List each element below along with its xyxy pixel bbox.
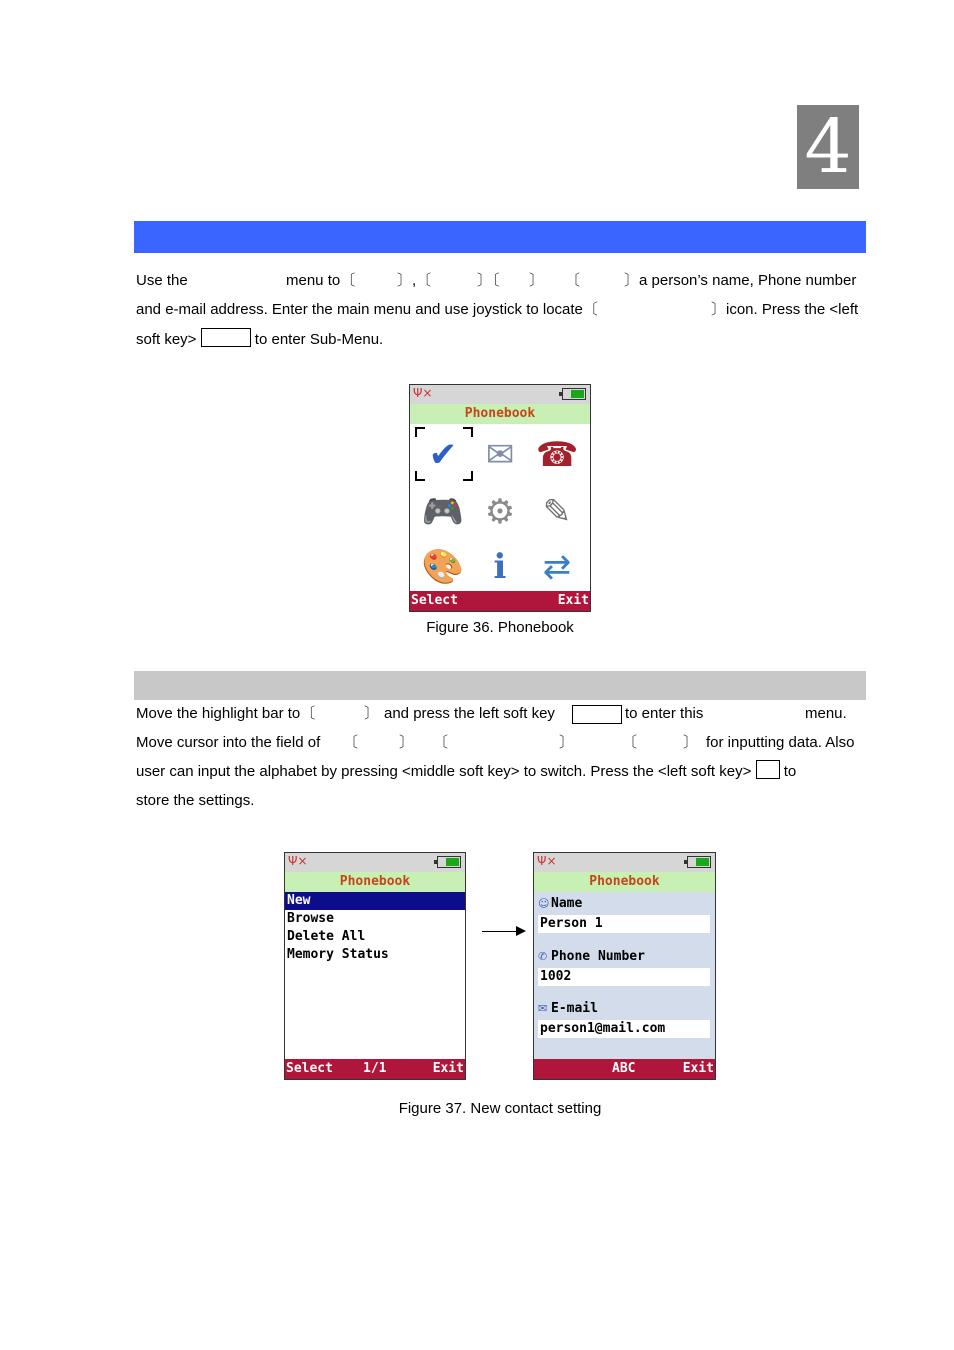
text-fragment: 〕 [529,272,545,289]
signal-icon: Ψ× [413,386,433,400]
text-fragment: to enter this [625,705,704,722]
section2-line2 [0,728,954,757]
text-fragment: 〔 [622,734,638,751]
status-bar [410,385,590,404]
contact-form [534,892,715,1059]
section2-line1 [0,699,954,728]
chapter-number: 4 [797,105,859,189]
messages-icon[interactable]: ✉ [485,435,515,475]
text-fragment: 〔 [565,272,581,289]
menu-item-browse[interactable]: Browse [287,911,334,926]
to-text: to [783,763,797,780]
selection-corner [415,471,425,481]
phone-icon: ✆ [538,950,548,963]
connectivity-icon[interactable]: ⇄ [542,547,572,587]
text-fragment: 〕 [364,705,380,722]
phone-screen-new-contact [533,852,716,1080]
enter-submenu-text: to enter Sub-Menu. [254,331,384,348]
menu-icon-grid [410,424,590,597]
settings-icon[interactable]: ⚙ [484,492,516,532]
text-fragment: and e-mail address. Enter the main menu and use joystick to locate〔 [136,301,598,318]
text-fragment: and press the left soft key [384,705,555,722]
name-field-label: ☺ Name [538,896,583,911]
text-fragment: menu. [805,705,847,722]
battery-icon [687,856,711,868]
phone-number-input[interactable]: 1002 [538,968,710,986]
organizer-icon[interactable]: ✎ [542,492,572,532]
text-fragment: 〔 [343,734,359,751]
menu-item-new[interactable]: New [285,892,465,910]
text-fragment: menu to〔 [286,272,356,289]
text-fragment: Move the highlight bar to〔 [136,705,316,722]
page-indicator: 1/1 [363,1061,387,1076]
exit-soft-key[interactable]: Exit [432,1061,464,1076]
phone-screen-main-menu [409,384,591,612]
screen-title: Phonebook [285,872,465,892]
email-input[interactable]: person1@mail.com [538,1020,710,1038]
section2-line3 [136,757,796,786]
screen-title: Phonebook [534,872,715,892]
text-fragment: 〕 [683,734,699,751]
left-soft-key-box-2 [572,705,622,724]
section-heading-bar [134,221,866,253]
soft-key-bar [534,1059,715,1079]
select-soft-key[interactable]: Select [411,593,458,608]
exit-soft-key[interactable]: Exit [557,593,589,608]
left-soft-key-box-3 [756,760,780,779]
text-fragment: 〕a person’s name, Phone number [624,272,857,289]
input-hint-text: user can input the alphabet by pressing <middle soft key> to switch. Press the <left soft key> [136,763,752,780]
figure37-caption: Figure 37. New contact setting [398,1100,602,1117]
selection-corner [463,471,473,481]
signal-icon: Ψ× [288,854,308,868]
section1-line3 [136,325,383,354]
text-fragment: 〔 [433,734,449,751]
status-bar [534,853,715,872]
games-icon[interactable]: 🎮 [421,492,465,532]
selection-corner [415,427,425,437]
menu-item-delete-all[interactable]: Delete All [287,929,366,944]
person-icon: ☺ [538,897,550,910]
phone-screen-submenu [284,852,466,1080]
email-field-label: ✉ E-mail [538,1001,598,1016]
signal-icon: Ψ× [537,854,557,868]
text-fragment: 〕〔 [477,272,500,289]
text-fragment: 〕,〔 [397,272,432,289]
text-fragment: 〕 [559,734,575,751]
info-icon[interactable]: ℹ [493,547,507,587]
mail-icon: ✉ [538,1002,548,1015]
name-input[interactable]: Person 1 [538,915,710,933]
palette-icon[interactable]: 🎨 [421,547,465,587]
figure36-caption: Figure 36. Phonebook [426,619,574,636]
text-fragment: 〕icon. Press the <left [711,301,859,318]
soft-key-label: soft key> [136,331,197,348]
section2-line4: store the settings. [136,792,255,809]
subsection-heading-bar [134,671,866,700]
phone-field-label: ✆ Phone Number [538,949,645,964]
section1-line1 [0,266,954,295]
input-mode-soft-key[interactable]: ABC [612,1061,636,1076]
arrow-right-icon [516,926,526,936]
selection-corner [463,427,473,437]
text-fragment: 〕 [399,734,415,751]
screen-title: Phonebook [410,404,590,424]
battery-icon [562,388,586,400]
soft-key-bar [410,591,590,611]
section1-line2 [0,295,954,324]
arrow-line [482,931,518,932]
call-history-icon[interactable]: ☎ [535,435,579,475]
text-fragment: Move cursor into the field of [136,734,321,751]
phonebook-icon[interactable]: ✔ [428,435,458,475]
text-fragment: Use the [136,272,188,289]
battery-icon [437,856,461,868]
soft-key-bar [285,1059,465,1079]
text-fragment: for inputting data. Also [706,734,855,751]
status-bar [285,853,465,872]
left-soft-key-box [201,328,251,347]
exit-soft-key[interactable]: Exit [682,1061,714,1076]
menu-item-memory-status[interactable]: Memory Status [287,947,389,962]
select-soft-key[interactable]: Select [286,1061,333,1076]
